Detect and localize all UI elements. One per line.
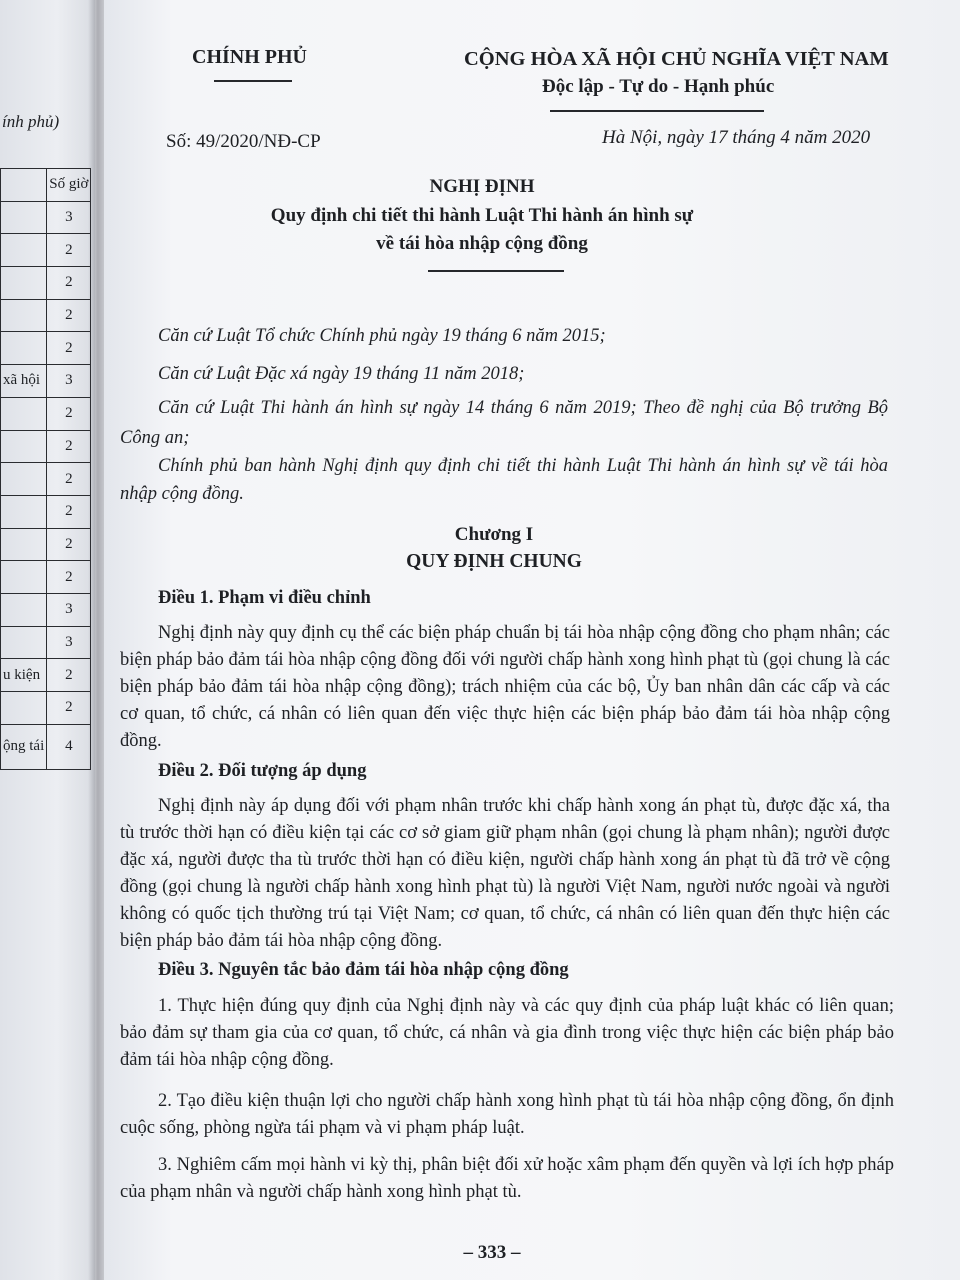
left-page-caption: ính phủ): [2, 112, 60, 131]
table-cell-hours: 2: [47, 299, 91, 332]
article-text: Nghị định này quy định cụ thể các biện pháp chuẩn bị tái hòa nhập cộng đồng cho phạm nhân; các biện pháp bảo đảm tái hòa nhập cộng đồng đối với người chấp hành xong hình phạt tù (gọi chung là các biện pháp bảo đảm tái hòa nhập cộng đồng); trách nhiệm của các bộ, Ủy ban nhân dân các cấp và các cơ quan, tổ chức, cá nhân có liên quan đến việc thực hiện các biện pháp bảo đảm tái hòa nhập cộng đồng.: [120, 623, 890, 751]
article-heading: Điều 3. Nguyên tắc bảo đảm tái hòa nhập cộng đồng: [158, 960, 569, 980]
table-cell-label: [1, 332, 47, 365]
table-cell-hours: 2: [47, 234, 91, 267]
table-cell-hours: 2: [47, 430, 91, 463]
table-row: [1, 561, 91, 594]
table-cell-hours: 4: [47, 724, 91, 769]
table-row: [1, 692, 91, 725]
table-cell-hours: 2: [47, 332, 91, 365]
table-cell-label: [1, 528, 47, 561]
table-row: [1, 299, 91, 332]
title-underline: [428, 270, 564, 272]
table-cell-label: [1, 430, 47, 463]
table-cell-hours: 2: [47, 561, 91, 594]
issuer-name: CHÍNH PHỦ: [192, 46, 307, 68]
table-cell-label: xã hội: [1, 365, 47, 398]
left-page-fragment: [0, 0, 95, 1280]
document-type: NGHỊ ĐỊNH: [429, 176, 535, 197]
table-cell-label: [1, 234, 47, 267]
preamble-line: Chính phủ ban hành Nghị định quy định chi tiết thi hành Luật Thi hành án hình sự về tái hòa nhập cộng đồng.: [120, 456, 888, 504]
table-row: [1, 332, 91, 365]
table-cell-hours: 2: [47, 463, 91, 496]
document-title-line1: Quy định chi tiết thi hành Luật Thi hành án hình sự: [270, 205, 694, 226]
table-cell-label: [1, 299, 47, 332]
table-cell-hours: 3: [47, 593, 91, 626]
document-number: Số: 49/2020/NĐ-CP: [166, 131, 321, 152]
article-text: Nghị định này áp dụng đối với phạm nhân trước khi chấp hành xong án phạt tù, được đặc xá, tha tù trước thời hạn có điều kiện tại các cơ sở giam giữ phạm nhân (gọi chung là phạm nhân); người được đặc xá, người được tha tù trước thời hạn có điều kiện, người chấp hành xong án phạt tù đã trở về cộng đồng (gọi chung là người chấp hành xong hình phạt tù) là người Việt Nam, người nước ngoài và người không có quốc tịch thường trú tại Việt Nam; cơ quan, tổ chức, cá nhân có liên quan đến thực hiện các biện pháp bảo đảm tái hòa nhập cộng đồng.: [120, 796, 890, 951]
table-row: [1, 234, 91, 267]
table-row: [1, 201, 91, 234]
table-header-cell: Số giờ: [47, 169, 91, 202]
table-cell-hours: 2: [47, 495, 91, 528]
preamble-line: Căn cứ Luật Thi hành án hình sự ngày 14 tháng 6 năm 2019; Theo đề nghị của Bộ trưởng Bộ Công an;: [120, 398, 888, 448]
table-cell-label: ộng tái: [1, 724, 47, 769]
table-cell-label: [1, 463, 47, 496]
table-row: [1, 626, 91, 659]
table-row: [1, 528, 91, 561]
table-cell-label: [1, 626, 47, 659]
table-cell-hours: 3: [47, 365, 91, 398]
table-cell-label: [1, 495, 47, 528]
table-row: [1, 724, 91, 769]
table-cell-hours: 3: [47, 201, 91, 234]
table-cell-hours: 3: [47, 626, 91, 659]
preamble-line: Căn cứ Luật Tổ chức Chính phủ ngày 19 tháng 6 năm 2015;: [158, 326, 606, 346]
table-cell-hours: 2: [47, 528, 91, 561]
issuer-underline: [214, 80, 292, 82]
table-cell-hours: 2: [47, 659, 91, 692]
article-heading: Điều 1. Phạm vi điều chỉnh: [158, 588, 371, 608]
preamble-line: Căn cứ Luật Đặc xá ngày 19 tháng 11 năm 2018;: [158, 364, 525, 384]
table-cell-hours: 2: [47, 397, 91, 430]
motto-underline: [550, 110, 764, 112]
table-cell-label: [1, 561, 47, 594]
country-name: CỘNG HÒA XÃ HỘI CHỦ NGHĨA VIỆT NAM: [464, 48, 889, 70]
place-and-date: Hà Nội, ngày 17 tháng 4 năm 2020: [602, 127, 871, 148]
national-motto: Độc lập - Tự do - Hạnh phúc: [542, 76, 775, 97]
table-row: [1, 365, 91, 398]
table-cell-label: u kiện: [1, 659, 47, 692]
table-row: [1, 430, 91, 463]
document-page: [104, 0, 960, 1280]
table-row: [1, 495, 91, 528]
chapter-number: Chương I: [454, 524, 534, 545]
table-row: [1, 267, 91, 300]
table-row: [1, 463, 91, 496]
table-header-row: [1, 169, 91, 202]
article-item: 3. Nghiêm cấm mọi hành vi kỳ thị, phân biệt đối xử hoặc xâm phạm đến quyền và lợi ích hợp pháp của phạm nhân và người chấp hành xong hình phạt tù.: [120, 1155, 894, 1202]
page-number: – 333 –: [463, 1242, 521, 1263]
article-item: 1. Thực hiện đúng quy định của Nghị định này và các quy định của pháp luật khác có liên quan; bảo đảm sự tham gia của cơ quan, tổ chức, cá nhân và gia đình trong việc thực hiện các biện pháp bảo đảm tái hòa nhập cộng đồng.: [120, 996, 894, 1070]
article-heading: Điều 2. Đối tượng áp dụng: [158, 761, 367, 781]
table-row: [1, 397, 91, 430]
document-title-line2: về tái hòa nhập cộng đồng: [376, 233, 588, 254]
article-item: 2. Tạo điều kiện thuận lợi cho người chấp hành xong hình phạt tù tái hòa nhập cộng đồng, ổn định cuộc sống, phòng ngừa tái phạm và vi phạm pháp luật.: [120, 1091, 894, 1138]
table-cell-label: [1, 397, 47, 430]
table-cell-label: [1, 692, 47, 725]
table-cell-label: [1, 201, 47, 234]
table-cell-hours: 2: [47, 692, 91, 725]
table-cell-label: [1, 267, 47, 300]
table-row: [1, 659, 91, 692]
left-page-table: [0, 168, 91, 770]
chapter-name: QUY ĐỊNH CHUNG: [406, 551, 582, 572]
table-cell-hours: 2: [47, 267, 91, 300]
table-cell-label: [1, 593, 47, 626]
table-row: [1, 593, 91, 626]
